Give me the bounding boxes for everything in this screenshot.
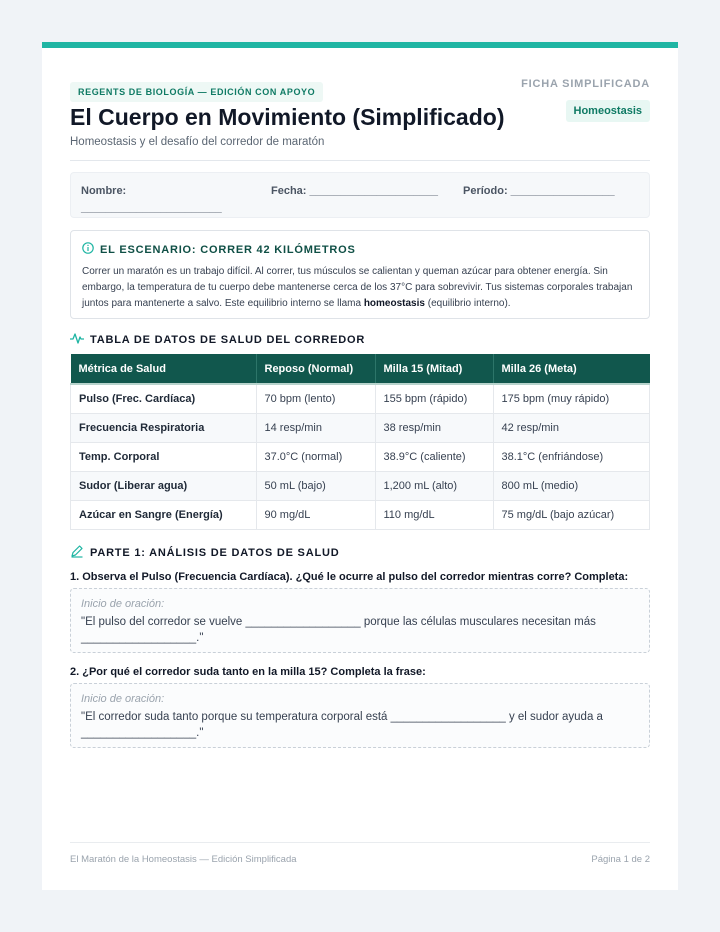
table-cell: 155 bpm (rápido) <box>375 384 493 414</box>
topic-pill: Homeostasis <box>566 100 650 122</box>
question-2: 2. ¿Por qué el corredor suda tanto en la milla 15? Completa la frase: <box>70 666 426 678</box>
table-cell: Sudor (Liberar agua) <box>71 472 257 501</box>
table-cell: 1,200 mL (alto) <box>375 472 493 501</box>
page-title: El Cuerpo en Movimiento (Simplificado) <box>70 104 505 130</box>
table-cell: 70 bpm (lento) <box>256 384 375 414</box>
answer-box-1[interactable] <box>70 588 650 653</box>
table-row <box>71 414 650 443</box>
info-icon <box>82 241 94 259</box>
table-row <box>71 384 650 414</box>
worksheet-page <box>42 42 678 890</box>
health-data-table <box>70 354 650 530</box>
sentence-starter: "El corredor suda tanto porque su temperatura corporal está __________________ y el sudor ayuda a __________________." <box>81 711 603 739</box>
table-cell: 175 bpm (muy rápido) <box>493 384 650 414</box>
pencil-icon <box>70 544 84 561</box>
table-cell: 75 mg/dL (bajo azúcar) <box>493 501 650 530</box>
table-header-metric: Métrica de Salud <box>71 354 257 384</box>
header-divider <box>70 160 650 161</box>
table-cell: 50 mL (bajo) <box>256 472 375 501</box>
date-field[interactable]: Fecha: _____________________ <box>271 185 438 197</box>
table-cell: Azúcar en Sangre (Energía) <box>71 501 257 530</box>
table-section-heading: TABLA DE DATOS DE SALUD DEL CORREDOR <box>70 332 365 347</box>
table-header-mile15: Milla 15 (Mitad) <box>375 354 493 384</box>
table-cell: 38.9°C (caliente) <box>375 443 493 472</box>
table-cell: 110 mg/dL <box>375 501 493 530</box>
table-cell: 38 resp/min <box>375 414 493 443</box>
table-row <box>71 501 650 530</box>
table-cell: 38.1°C (enfriándose) <box>493 443 650 472</box>
student-info-box <box>70 172 650 218</box>
table-cell: 37.0°C (normal) <box>256 443 375 472</box>
table-row <box>71 472 650 501</box>
page-number: Página 1 de 2 <box>591 854 650 865</box>
scenario-keyword: homeostasis <box>363 298 425 309</box>
table-cell: 42 resp/min <box>493 414 650 443</box>
question-1: 1. Observa el Pulso (Frecuencia Cardíaca). ¿Qué le ocurre al pulso del corredor mientras corre? Completa: <box>70 571 629 583</box>
table-cell: Frecuencia Respiratoria <box>71 414 257 443</box>
table-cell: Pulso (Frec. Cardíaca) <box>71 384 257 414</box>
answer-box-2[interactable] <box>70 683 650 748</box>
table-cell: Temp. Corporal <box>71 443 257 472</box>
starter-label: Inicio de oración: <box>81 693 165 705</box>
table-header-rest: Reposo (Normal) <box>256 354 375 384</box>
starter-label: Inicio de oración: <box>81 598 165 610</box>
footer-divider <box>70 842 650 843</box>
scenario-title: EL ESCENARIO: CORRER 42 KILÓMETROS <box>100 244 356 256</box>
footer-title: El Maratón de la Homeostasis — Edición Simplificada <box>70 854 297 865</box>
sentence-starter: "El pulso del corredor se vuelve __________________ porque las células musculares necesitan más __________________." <box>81 616 596 644</box>
course-badge: REGENTS DE BIOLOGÍA — EDICIÓN CON APOYO <box>70 82 323 102</box>
scenario-text: Correr un maratón es un trabajo difícil. Al correr, tus músculos se calientan y queman azúcar para obtener energía. Sin embargo, la temperatura de tu cuerpo debe mantenerse cerca de los 37°C para sobrevivir. Tus sistemas corporales trabajan juntos para mantenerte a salvo. Este equilibrio interno se llama homeostasis (equilibrio interno). <box>82 266 633 309</box>
pulse-icon <box>70 332 84 347</box>
sheet-type-label: FICHA SIMPLIFICADA <box>521 78 650 90</box>
table-row <box>71 443 650 472</box>
table-cell: 90 mg/dL <box>256 501 375 530</box>
page-subtitle: Homeostasis y el desafío del corredor de maratón <box>70 136 325 148</box>
table-cell: 14 resp/min <box>256 414 375 443</box>
period-field[interactable]: Período: _________________ <box>463 185 615 197</box>
table-header-mile26: Milla 26 (Meta) <box>493 354 650 384</box>
name-field[interactable]: Nombre: _______________________ <box>81 185 222 214</box>
scenario-box <box>70 230 650 319</box>
table-cell: 800 mL (medio) <box>493 472 650 501</box>
part1-heading: PARTE 1: ANÁLISIS DE DATOS DE SALUD <box>70 544 339 561</box>
